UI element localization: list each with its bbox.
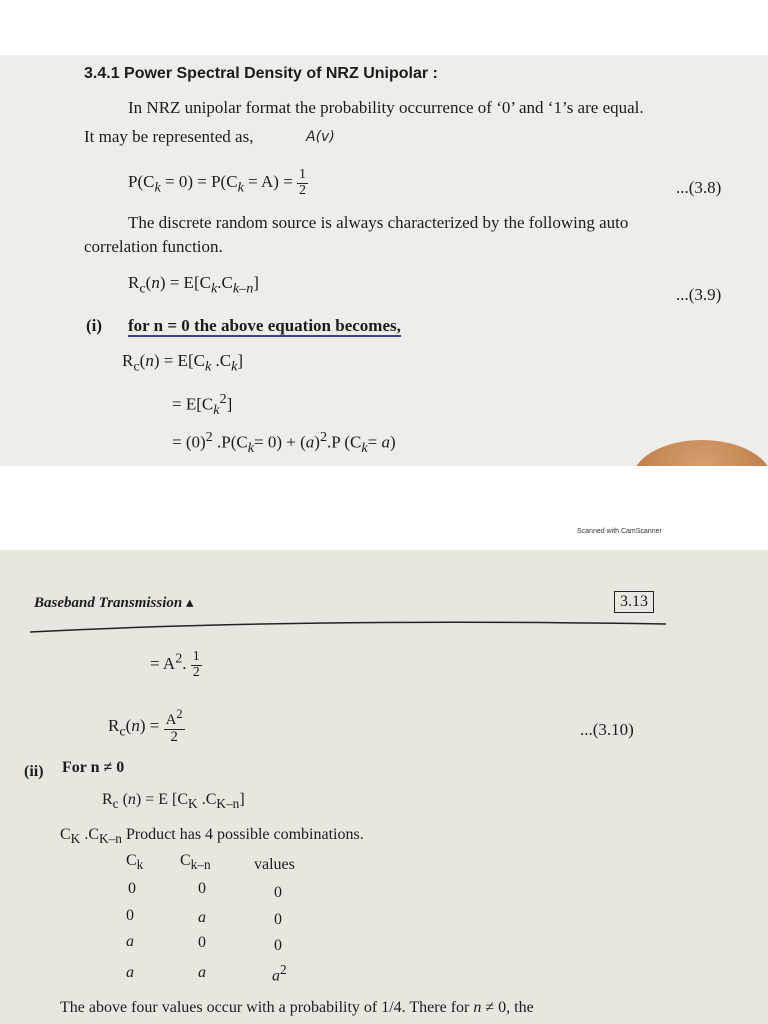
table-cell: 0 <box>126 907 134 924</box>
equation-i-line-1: $R_c(n) = E[C_k$ $.C_k$] <box>122 351 244 375</box>
section-heading: 3.4.1 Power Spectral Density of NRZ Unipolar : <box>84 65 438 82</box>
paragraph-2-line-1: The discrete random source is always characterized by the following auto <box>128 213 629 232</box>
table-header-ckn: $C_{k-n}$ <box>180 852 211 873</box>
finger-blob <box>632 440 768 466</box>
eq38-mid-2: = A) = <box>243 172 293 192</box>
equation-3-9-tag: ...(3.9) <box>676 285 722 304</box>
eq38-sub-1: k <box>154 179 161 196</box>
case-ii-label: (ii) <box>24 763 44 780</box>
footer-text-c: , the <box>506 999 534 1016</box>
page-number-box: 3.13 <box>614 591 654 613</box>
table-cell: 0 <box>274 911 282 928</box>
table-cell: a <box>198 964 206 981</box>
eq310-denominator: 2 <box>170 728 178 745</box>
eq38-lhs: P(C <box>128 172 155 192</box>
case-ii-text: For n ≠ 0 <box>62 759 125 776</box>
running-head-text: Baseband Transmission <box>34 595 183 611</box>
eq310-fraction <box>164 708 185 746</box>
eq-a-numerator: 1 <box>192 649 200 664</box>
scan-page-2 <box>0 550 768 1024</box>
equation-i-line-2: = $E[C_k^2]$ <box>172 391 233 419</box>
eq38-denominator: 2 <box>299 182 307 198</box>
eq38-fraction <box>297 168 308 198</box>
equation-3-8-tag: ...(3.8) <box>676 178 722 197</box>
equation-a <box>150 650 202 680</box>
eq-a-fraction <box>191 650 202 680</box>
equation-3-8 <box>128 168 308 198</box>
table-cell: a <box>198 909 206 926</box>
eq310-lhs: $R_c(n)$ = <box>108 715 160 740</box>
table-header-ck: $C_k$ <box>126 852 144 873</box>
eq310-numerator: $A^2$ <box>165 707 183 728</box>
running-head: Baseband Transmission ▴ <box>34 595 194 611</box>
paragraph-1-line-2: It may be represented as, <box>84 127 254 146</box>
eq38-sub-2: k <box>237 179 244 196</box>
table-cell: 0 <box>274 884 282 901</box>
table-cell: $a^2$ <box>272 962 287 985</box>
equation-3-10 <box>108 708 185 746</box>
product-line <box>60 826 364 847</box>
case-i-text-span: for n = 0 the above equation becomes, <box>128 316 401 335</box>
table-cell: 0 <box>128 880 136 897</box>
eq-a-denominator: 2 <box>192 664 200 680</box>
case-i-text <box>128 316 401 336</box>
equation-3-9: $R_c(n) = E[C_k.C_{k-n}]$ <box>128 273 259 297</box>
table-cell: a <box>126 933 134 950</box>
equation-ii: $R_c$ (n) = E [$C_K$ $.C_{K-n}$] <box>102 791 245 812</box>
header-rule <box>0 610 768 640</box>
table-cell: 0 <box>198 880 206 897</box>
table-cell: 0 <box>274 937 282 954</box>
scan-page-1 <box>0 55 768 466</box>
footer-text-a: The above four values occur with a probability of 1/4. There for <box>60 999 470 1016</box>
product-lhs: $C_K$ $.C_{K-n}$ <box>60 826 122 847</box>
equation-3-10-tag: ...(3.10) <box>580 720 634 739</box>
eq38-numerator: 1 <box>299 167 307 182</box>
table-cell: 0 <box>198 934 206 951</box>
paragraph-2-line-2: correlation function. <box>84 237 223 256</box>
scanner-watermark: Scanned with CamScanner <box>577 528 662 535</box>
paragraph-1-line-1: In NRZ unipolar format the probability occurrence of ‘0’ and ‘1’s are equal. <box>128 98 644 117</box>
eq-a-lhs: = $A^2$. <box>150 650 187 674</box>
table-cell: a <box>126 964 134 981</box>
product-text: Product has 4 possible combinations. <box>125 826 364 843</box>
case-i-label: (i) <box>86 316 103 335</box>
footer-line <box>60 999 534 1017</box>
equation-i-line-3: = $(0)^2$ $.P(C_k= 0) + (a)^2.P$ $(C_k= a)$ <box>172 429 396 457</box>
footer-text-b: n ≠ 0 <box>473 999 507 1016</box>
handwritten-annotation: A(v) <box>306 129 335 145</box>
combinations-table <box>0 850 768 990</box>
eq38-mid-1: = 0) = P(C <box>160 172 238 192</box>
table-header-values: values <box>254 856 295 873</box>
